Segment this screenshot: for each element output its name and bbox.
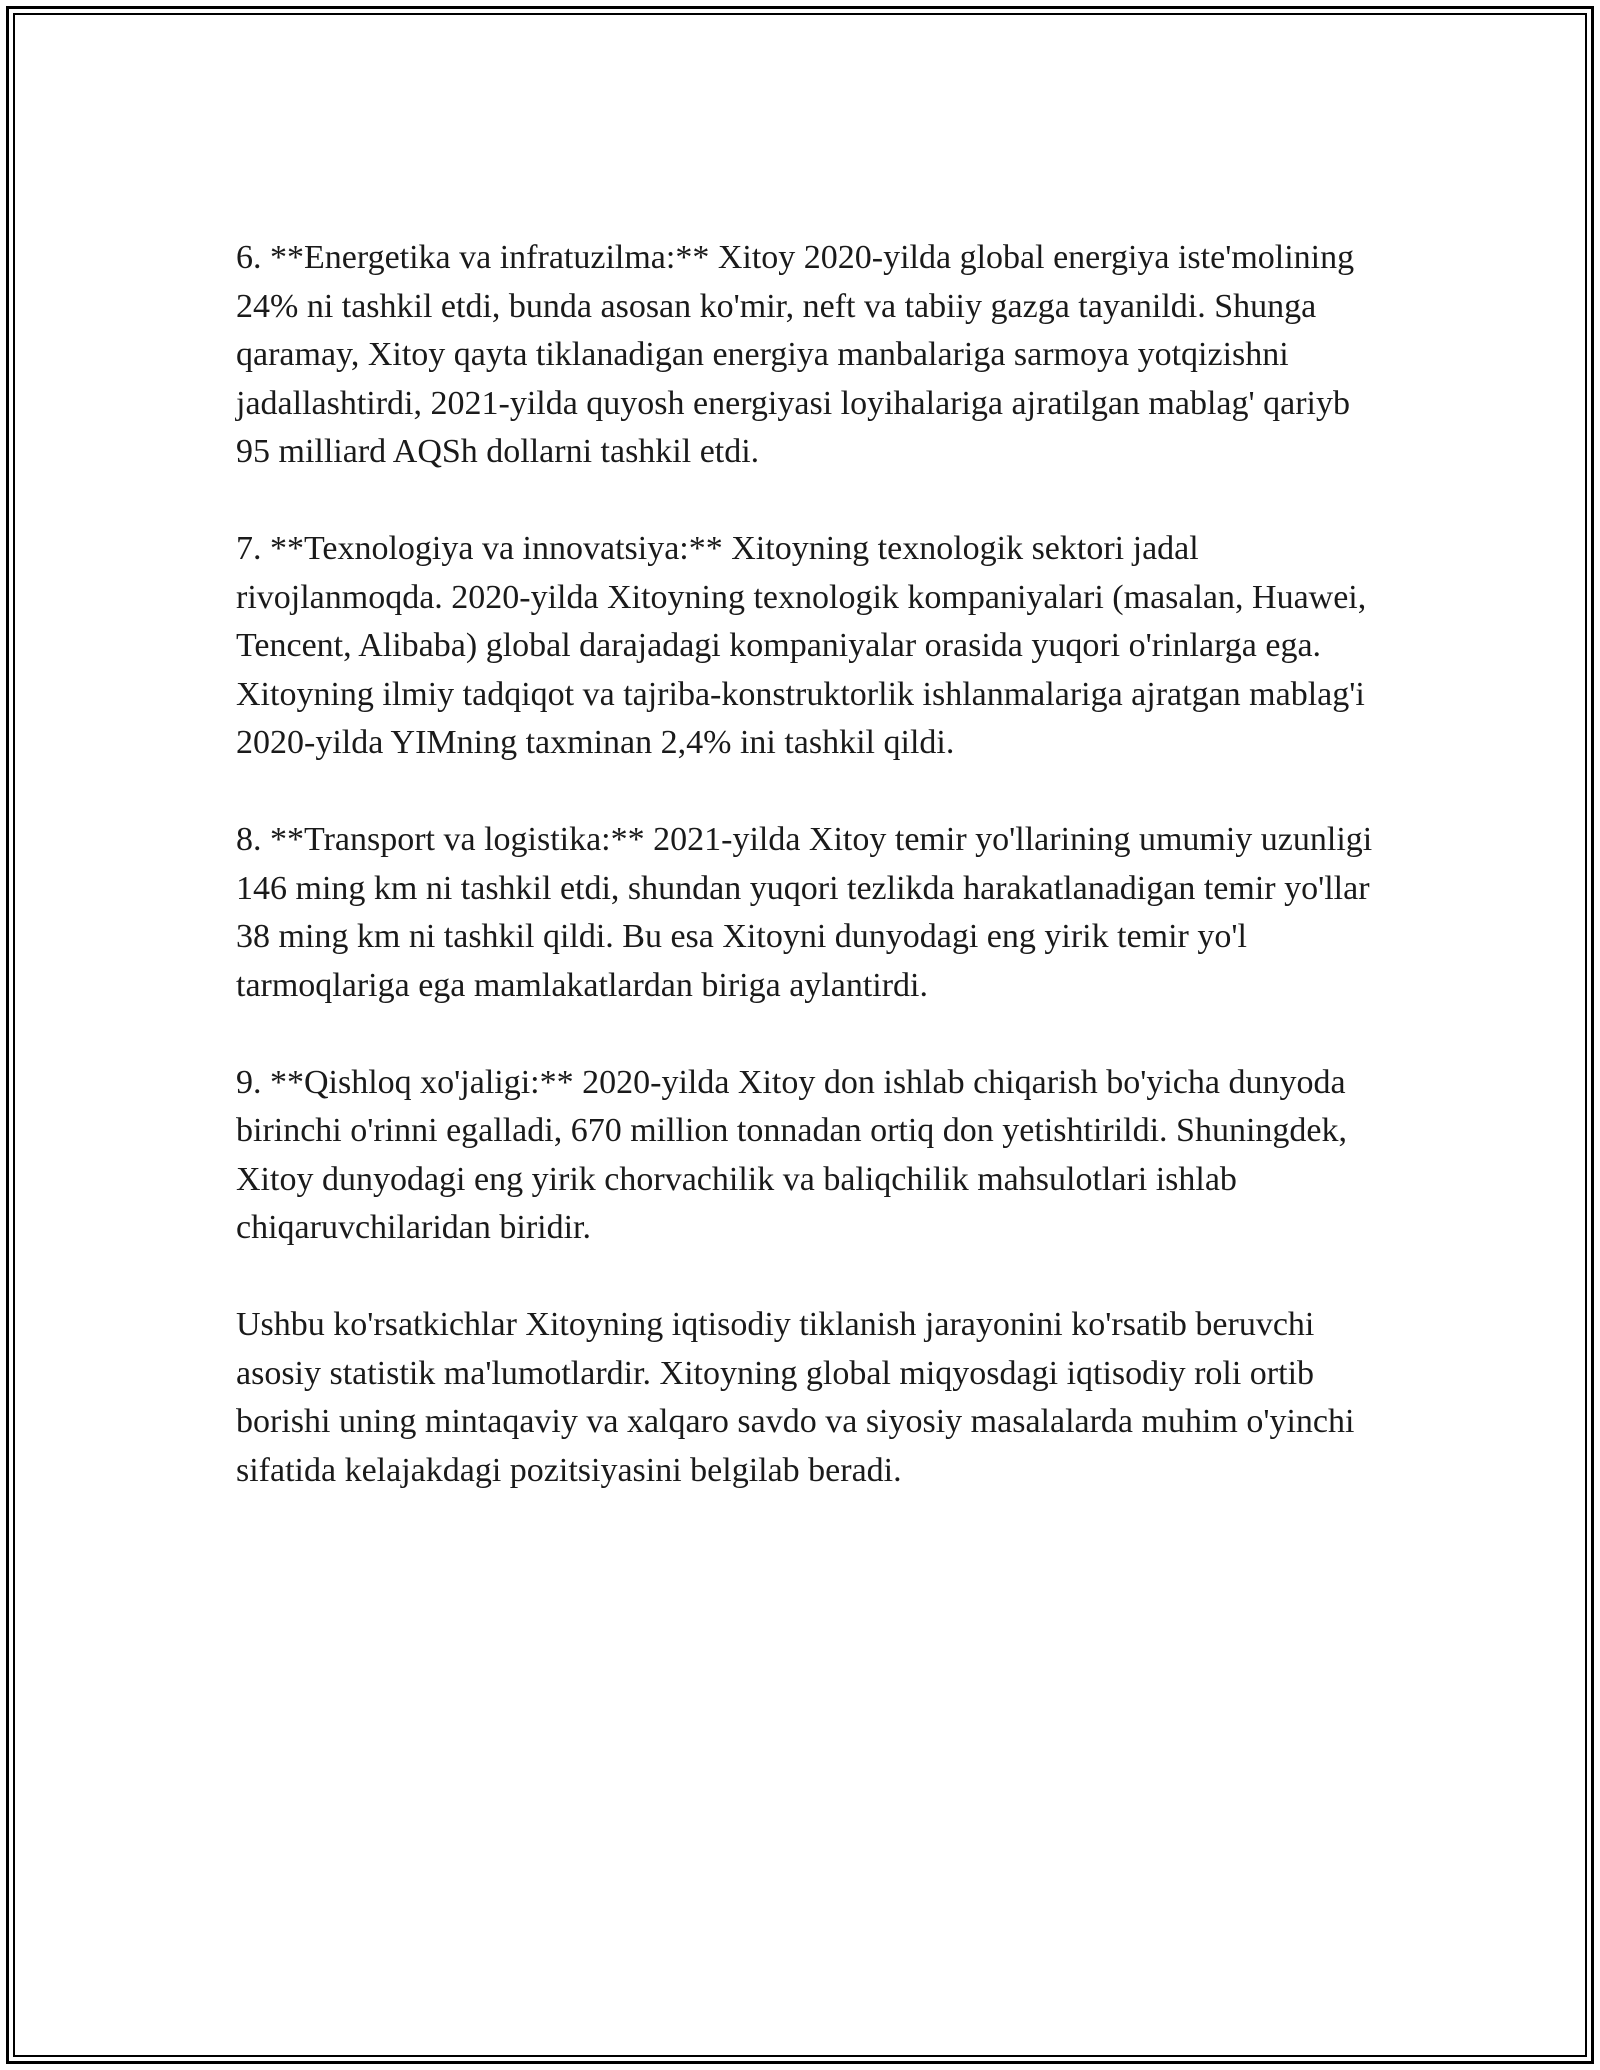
paragraph-technology: 7. **Texnologiya va innovatsiya:** Xitoyning texnologik sektori jadal rivojlanmoqda. 2020-yilda Xitoyning texnologik kompaniyalari (masalan, Huawei, Tencent, Alibaba) global darajadagi kompaniyalar orasida yuqori o'rinlarga ega. Xitoyning ilmiy tadqiqot va tajriba-konstruktorlik ishlanmalariga ajratgan mablag'i 2020-yilda YIMning taxminan 2,4% ini tashkil qildi. [236, 530, 1367, 761]
paragraph-agriculture: 9. **Qishloq xo'jaligi:** 2020-yilda Xitoy don ishlab chiqarish bo'yicha dunyoda birinchi o'rinni egalladi, 670 million tonnadan ortiq don yetishtirildi. Shuningdek, Xitoy dunyodagi eng yirik chorvachilik va baliqchilik mahsulotlari ishlab chiqaruvchilaridan biridir. [236, 1063, 1347, 1246]
paragraph-transport: 8. **Transport va logistika:** 2021-yilda Xitoy temir yo'llarining umumiy uzunligi 146 ming km ni tashkil etdi, shundan yuqori tezlikda harakatlanadigan temir yo'llar 38 ming km ni tashkil qildi. Bu esa Xitoyni dunyodagi eng yirik temir yo'l tarmoqlariga ega mamlakatlardan biriga aylantirdi. [236, 821, 1373, 1004]
paragraph-energy: 6. **Energetika va infratuzilma:** Xitoy 2020-yilda global energiya iste'molining 24% ni tashkil etdi, bunda asosan ko'mir, neft va tabiiy gazga tayanildi. Shunga qaramay, Xitoy qayta tiklanadigan energiya manbalariga sarmoya yotqizishni jadallashtirdi, 2021-yilda quyosh energiyasi loyihalariga ajratilgan mablag' qariyb 95 milliard AQSh dollarni tashkil etdi. [236, 239, 1355, 470]
paragraph-conclusion: Ushbu ko'rsatkichlar Xitoyning iqtisodiy tiklanish jarayonini ko'rsatib beruvchi asosiy statistik ma'lumotlardir. Xitoyning global miqyosdagi iqtisodiy roli ortib borishi uning mintaqaviy va xalqaro savdo va siyosiy masalalarda muhim o'yinchi sifatida kelajakdagi pozitsiyasini belgilab beradi. [236, 1306, 1355, 1489]
document-body [236, 234, 1386, 1544]
